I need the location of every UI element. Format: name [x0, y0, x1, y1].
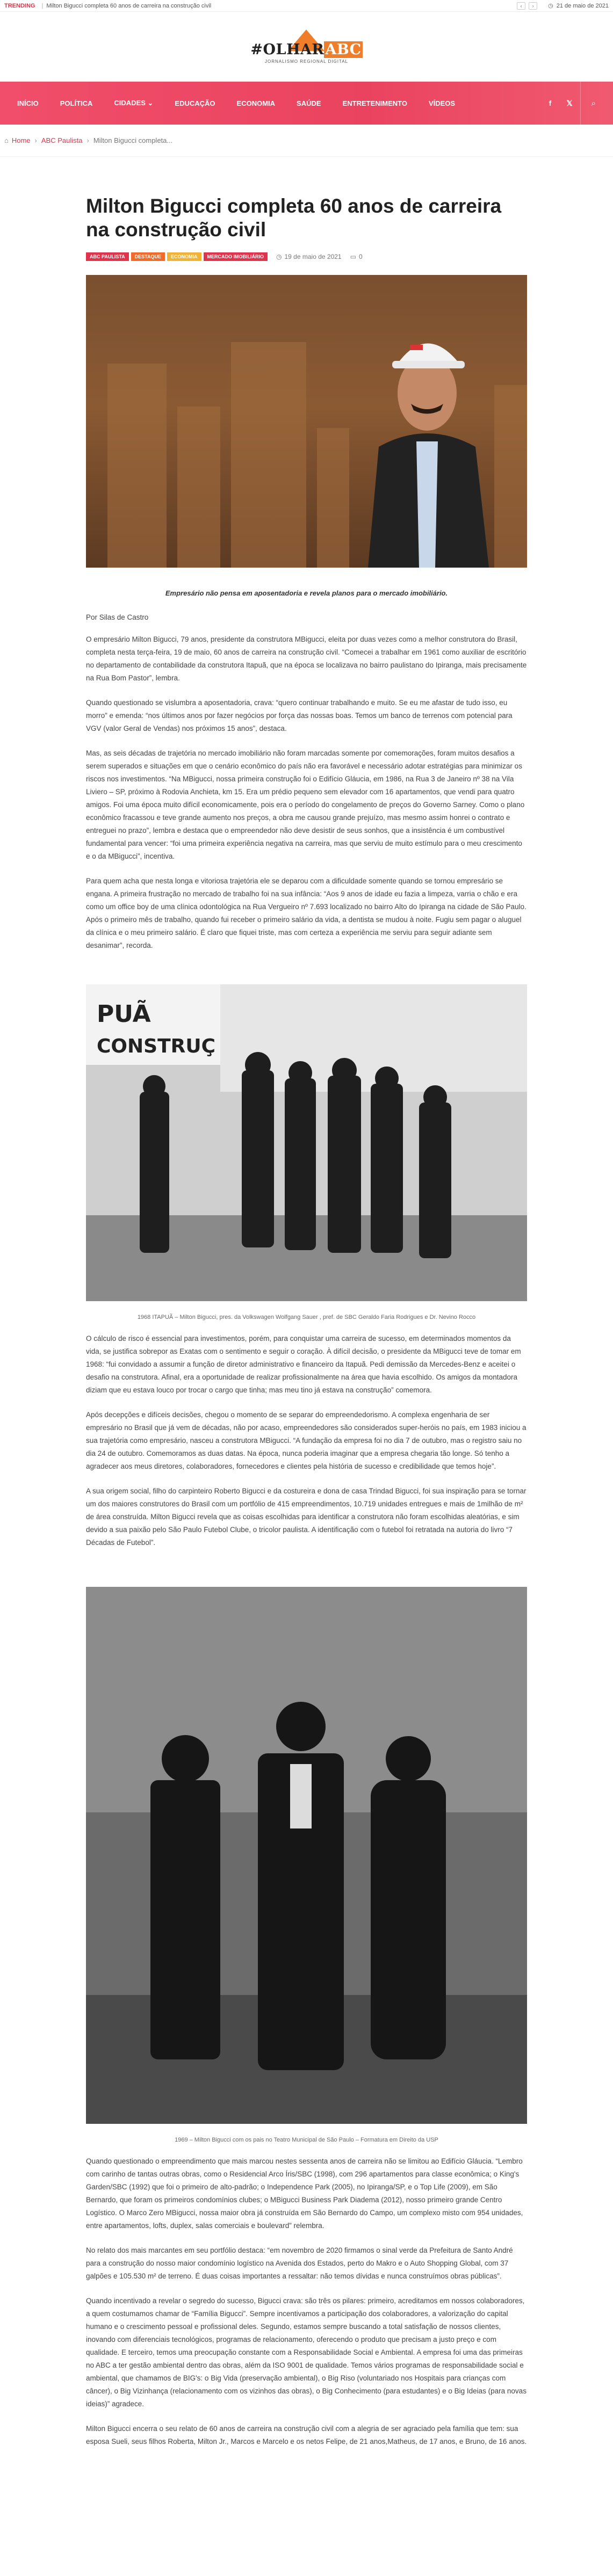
- photo-1968-caption: 1968 ITAPUÃ – Milton Bigucci, pres. da Volkswagen Wolfgang Sauer , pref. de SBC Geraldo Faria Rodrigues e Dr. Nevino Rocco: [137, 1314, 476, 1320]
- breadcrumb-category-link[interactable]: ABC Paulista: [41, 136, 83, 144]
- article-date-text: 19 de maio de 2021: [284, 253, 342, 260]
- hero-caption: Empresário não pensa em aposentadoria e revela planos para o mercado imobiliário.: [165, 589, 448, 597]
- hero-image: [86, 275, 527, 568]
- main-nav: [0, 82, 613, 125]
- article-paragraph: Para quem acha que nesta longa e vitoriosa trajetória ele se deparou com a dificuldade somente quando se tornou empresário se engana. A primeira frustração no mercado de trabalho foi na sua infância: “Aos 9 anos de idade eu fazia a limpeza, varria o chão e era como um office boy de uma clínica odontológica na Rua Vergueiro nº 7.693 localizado no bairro Alto do Ipiranga na cidade de São Paulo. Após o primeiro mês de trabalho, quando fui receber o primeiro salário da vida, a dentista se mudou à noite. Fugiu sem pagar o aluguel da clínica e o meu primeiro salário. É claro que fiquei triste, mas com certeza a experiência me serviu para seguir adiante sem desanimar”, recorda.: [86, 877, 527, 949]
- photo-sign-text: CONSTRUÇ: [97, 1035, 216, 1057]
- clock-icon: ◷: [548, 3, 553, 9]
- photo-1969-caption: 1969 – Milton Bigucci com os pais no Teatro Municipal de São Paulo – Formatura em Direito da USP: [175, 2137, 438, 2143]
- current-date: 21 de maio de 2021: [556, 2, 609, 9]
- article-paragraph: O empresário Milton Bigucci, 79 anos, presidente da construtora MBigucci, eleita por duas vezes como a melhor construtora do Brasil, completa nesta terça-feira, 19 de maio, 60 anos de carreira na construção civil. “Comecei a trabalhar em 1961 como auxiliar de escritório no departamento de contabilidade da construtora Itapuã, que na época se localizava no bairro paulistano do Ipiranga, mais precisamente na Rua Bom Pastor”, lembra.: [86, 635, 527, 682]
- logo-text: [250, 41, 362, 58]
- article-title: Milton Bigucci completa 60 anos de carreira na construção civil: [86, 195, 502, 241]
- nav-item-saude[interactable]: SAÚDE: [297, 99, 321, 107]
- home-icon: ⌂: [4, 136, 9, 144]
- nav-item-inicio[interactable]: INÍCIO: [17, 99, 39, 107]
- trending-next-button[interactable]: ›: [529, 2, 537, 10]
- nav-item-cidades[interactable]: CIDADES ⌄: [114, 99, 154, 107]
- nav-item-politica[interactable]: POLÍTICA: [60, 99, 93, 107]
- top-bar: [0, 0, 613, 12]
- article-paragraph: Após decepções e difíceis decisões, chegou o momento de se separar do empreendedorismo. A complexa engenharia de ser empresário no Brasil que já vem de décadas, não por acaso, empreendedores são considerados super-heróis no país, em 1983 iniciou a sua trajetória como empresário, nasceu a construtora MBigucci. “A fundação da empresa foi no dia 7 de outubro, mas o registro saiu no dia 24 de outubro. Comemoramos as duas datas. Na época, nunca poderia imaginar que a empresa chegaria tão longe. Só tenho a agradecer aos meus diretores, colaboradores, fornecedores e clientes pela história de sucesso e credibilidade que temos hoje”.: [86, 1411, 527, 1470]
- nav-item-educacao[interactable]: EDUCAÇÃO: [175, 99, 215, 107]
- article-paragraph: No relato dos mais marcantes em seu portfólio destaca: “em novembro de 2020 firmamos o sinal verde da Prefeitura de Santo André para a construção do nosso maior condomínio logístico na Avenida dos Estados, perto do Makro e o Auto Shopping Global, com 37 galpões e 105.530 m² de terreno. É duas coisas importantes a ressaltar: não temos dívidas e nunca construímos obras públicas”.: [86, 2246, 513, 2280]
- comment-icon: ▭: [350, 253, 356, 260]
- logo-text-olhar: #OLHAR: [250, 41, 324, 58]
- article-paragraph: Quando incentivado a revelar o segredo do sucesso, Bigucci crava: são três os pilares: primeiro, acreditamos em nossos colaboradores, a quem costumamos chamar de “Família Bigucci”. Sempre incentivamos a participação dos colaboradores, a valorização do capital humano e o crescimento pessoal e profissional deles. Segundo, estamos sempre buscando a total satisfação de nossos clientes, inovando com diferenciais tecnológicos, programas de relacionamento, oferecendo o produto que precisam a justo preço e com qualidade. E terceiro, temos uma preocupação constante com a Responsabilidade Social e Ambiental. A empresa foi uma das primeiras no ABC a ter gestão ambiental dentro das obras, além da ISO 9001 de qualidade. Temos vários programas de responsabilidade social e ambiental, que chamamos de BIG's: o Big Vida (preservação ambiental), o Big Riso (voluntariado nos Hospitais para crianças com câncer), o Big Vizinhança (relacionamento com os vizinhos das obras), o Big Conhecimento (para estudantes) e o Big Ideias (para novas ideias)” agradece.: [86, 2297, 527, 2408]
- article-meta: [86, 252, 527, 261]
- breadcrumb-home-link[interactable]: Home: [11, 136, 31, 144]
- search-icon[interactable]: ⌕: [580, 82, 607, 125]
- site-header: [0, 12, 613, 82]
- article-paragraph: Quando questionado o empreendimento que mais marcou nestes sessenta anos de carreira não se limitou ao Edifício Gláucia. “Lembro com carinho de tantas outras obras, como o Residencial Arco Íris/SBC (1998), com 296 apartamentos para classe econômica; o King's Garden/SBC (1992) que foi o primeiro de alto-padrão; o Independence Park (2005), no Ipiranga/SP, e o Top Life (2009), em São Bernardo, que foram os primeiros condomínios clubes; o MBigucci Business Park Diadema (2012), nosso primeiro grande Centro Logístico. O Marco Zero MBigucci, nossa maior obra já construída em São Bernardo do Campo, um complexo misto com 954 unidades, entre apartamentos, lofts, duplex, salas comerciais e boulevard” relembra.: [86, 2157, 523, 2230]
- family-photo-illustration: [86, 1587, 527, 2124]
- man-in-hardhat-illustration: [357, 313, 497, 568]
- nav-item-entretenimento[interactable]: ENTRETENIMENTO: [342, 99, 407, 107]
- trending-prev-button[interactable]: ‹: [517, 2, 525, 10]
- site-logo[interactable]: [250, 30, 362, 64]
- article: [86, 157, 527, 2448]
- nav-right: [542, 82, 607, 125]
- photo-1969-graduation: [86, 1587, 527, 2124]
- article-date: [276, 253, 342, 260]
- article-paragraph: Quando questionado se vislumbra a aposentadoria, crava: “quero continuar trabalhando e muito. Se eu me afastar de tudo isso, eu morro” e emenda: “nos últimos anos por fazer negócios por força das nossas boas. Temos um banco de terrenos com potencial para VGV (valor Geral de Vendas) nos próximos 15 anos”, destaca.: [86, 699, 513, 732]
- clock-icon: ◷: [276, 253, 282, 260]
- nav-item-economia[interactable]: ECONOMIA: [236, 99, 276, 107]
- tag-economia[interactable]: ECONOMIA: [167, 252, 201, 261]
- breadcrumb-arrow-icon: ›: [86, 136, 89, 144]
- tag-destaque[interactable]: DESTAQUE: [131, 252, 165, 261]
- breadcrumb: [0, 125, 613, 157]
- article-paragraph: Mas, as seis décadas de trajetória no mercado imobiliário não foram marcadas somente por comemorações, foram muitos desafios a serem superados e situações em que o cenário econômico do país não era favorável e necessário adotar estratégias para minimizar os riscos nos investimentos. “Na MBigucci, nossa primeira construção foi o Edifício Gláucia, em 1986, na Rua 3 de Janeiro nº 38 na Vila Liviero – SP, próximo à Rodovia Anchieta, km 15. Era um prédio pequeno sem elevador com 16 apartamentos, que vendi para quatro amigos. Foi uma época muito difícil economicamente, pois era o período do congelamento de preços do Governo Sarney. Como o plano econômico fracassou e teve grande aumento nos preços, a obra me causou grande prejuízo, mas mesmo assim honrei o contrato e entreguei no prazo”, lembra e destaca que o empreendedor não deve desistir de seus sonhos, que a insistência é um combustível fundamental para vencer: “foi uma primeira experiência negativa na carreira, mas que serviu de muito estímulo para o meu crescimento e o da MBigucci”, incentiva.: [86, 749, 525, 860]
- trending-separator: |: [41, 2, 44, 9]
- twitter-icon[interactable]: 𝕏: [566, 98, 573, 107]
- nav-item-videos[interactable]: VÍDEOS: [428, 99, 456, 107]
- tag-mercado-imobiliario[interactable]: MERCADO IMOBILIÁRIO: [204, 252, 268, 261]
- breadcrumb-current: Milton Bigucci completa...: [93, 136, 173, 144]
- article-author: Por Silas de Castro: [86, 613, 149, 621]
- trending-label: TRENDING: [4, 2, 35, 9]
- breadcrumb-arrow-icon: ›: [34, 136, 37, 144]
- article-comments-count: 0: [358, 253, 363, 260]
- article-paragraph: Milton Bigucci encerra o seu relato de 60 anos de carreira na construção civil com a alegria de ser agraciado pela família que tem: sua esposa Sueli, seus filhos Roberta, Milton Jr., Marcos e Marcelo e os netos Felipe, de 21 anos,Matheus, de 17 anos, e Bruno, de 16 anos.: [86, 2425, 527, 2446]
- group-photo-illustration: [86, 984, 527, 1301]
- article-paragraph: A sua origem social, filho do carpinteiro Roberto Bigucci e da costureira e dona de casa Trindad Bigucci, foi sua inspiração para se tornar um dos maiores construtores do Brasil com um portfólio de 415 empreendimentos, 10.719 unidades entregues e mais de 1milhão de m² de área construída. Milton Bigucci revela que as coisas escolhidas para identificar a construtora não foram escolhidas aleatórias, e sim devido a sua paixão pelo São Paulo Futebol Clube, o tricolor paulista. A identificação com o futebol foi retratada na autoria do livro “7 Décadas de Futebol”.: [86, 1487, 527, 1547]
- logo-text-abc: ABC: [325, 41, 362, 58]
- article-paragraph: O cálculo de risco é essencial para investimentos, porém, para conquistar uma carreira de sucesso, em determinados momentos da vida, se justifica sobrepor as Exatas com o sentimento e seguir o coração. À difícil decisão, o presidente da MBigucci teve de tomar em 1968: “fui convidado a assumir a função de diretor administrativo e financeiro da Itapuã. Pedi demissão da Mercedes-Benz e aceitei o desafio na construtora. Afinal, era a oportunidade de realizar profissionalmente na área que havia escolhido. Os amigos da montadora diziam que eu estava louco por trocar o cargo que tinha; mas meu tino já estava na construção” comemora.: [86, 1334, 521, 1394]
- top-bar-right: [517, 2, 609, 10]
- trending-headline-link[interactable]: Milton Bigucci completa 60 anos de carreira na construção civil: [46, 2, 212, 9]
- article-comments[interactable]: [350, 253, 363, 260]
- photo-1968-itapua: [86, 984, 527, 1301]
- tag-abc-paulista[interactable]: ABC PAULISTA: [86, 252, 129, 261]
- photo-sign-text: PUÃ: [97, 1000, 151, 1028]
- facebook-icon[interactable]: f: [549, 99, 552, 107]
- logo-subtitle: JORNALISMO REGIONAL DIGITAL: [264, 59, 348, 64]
